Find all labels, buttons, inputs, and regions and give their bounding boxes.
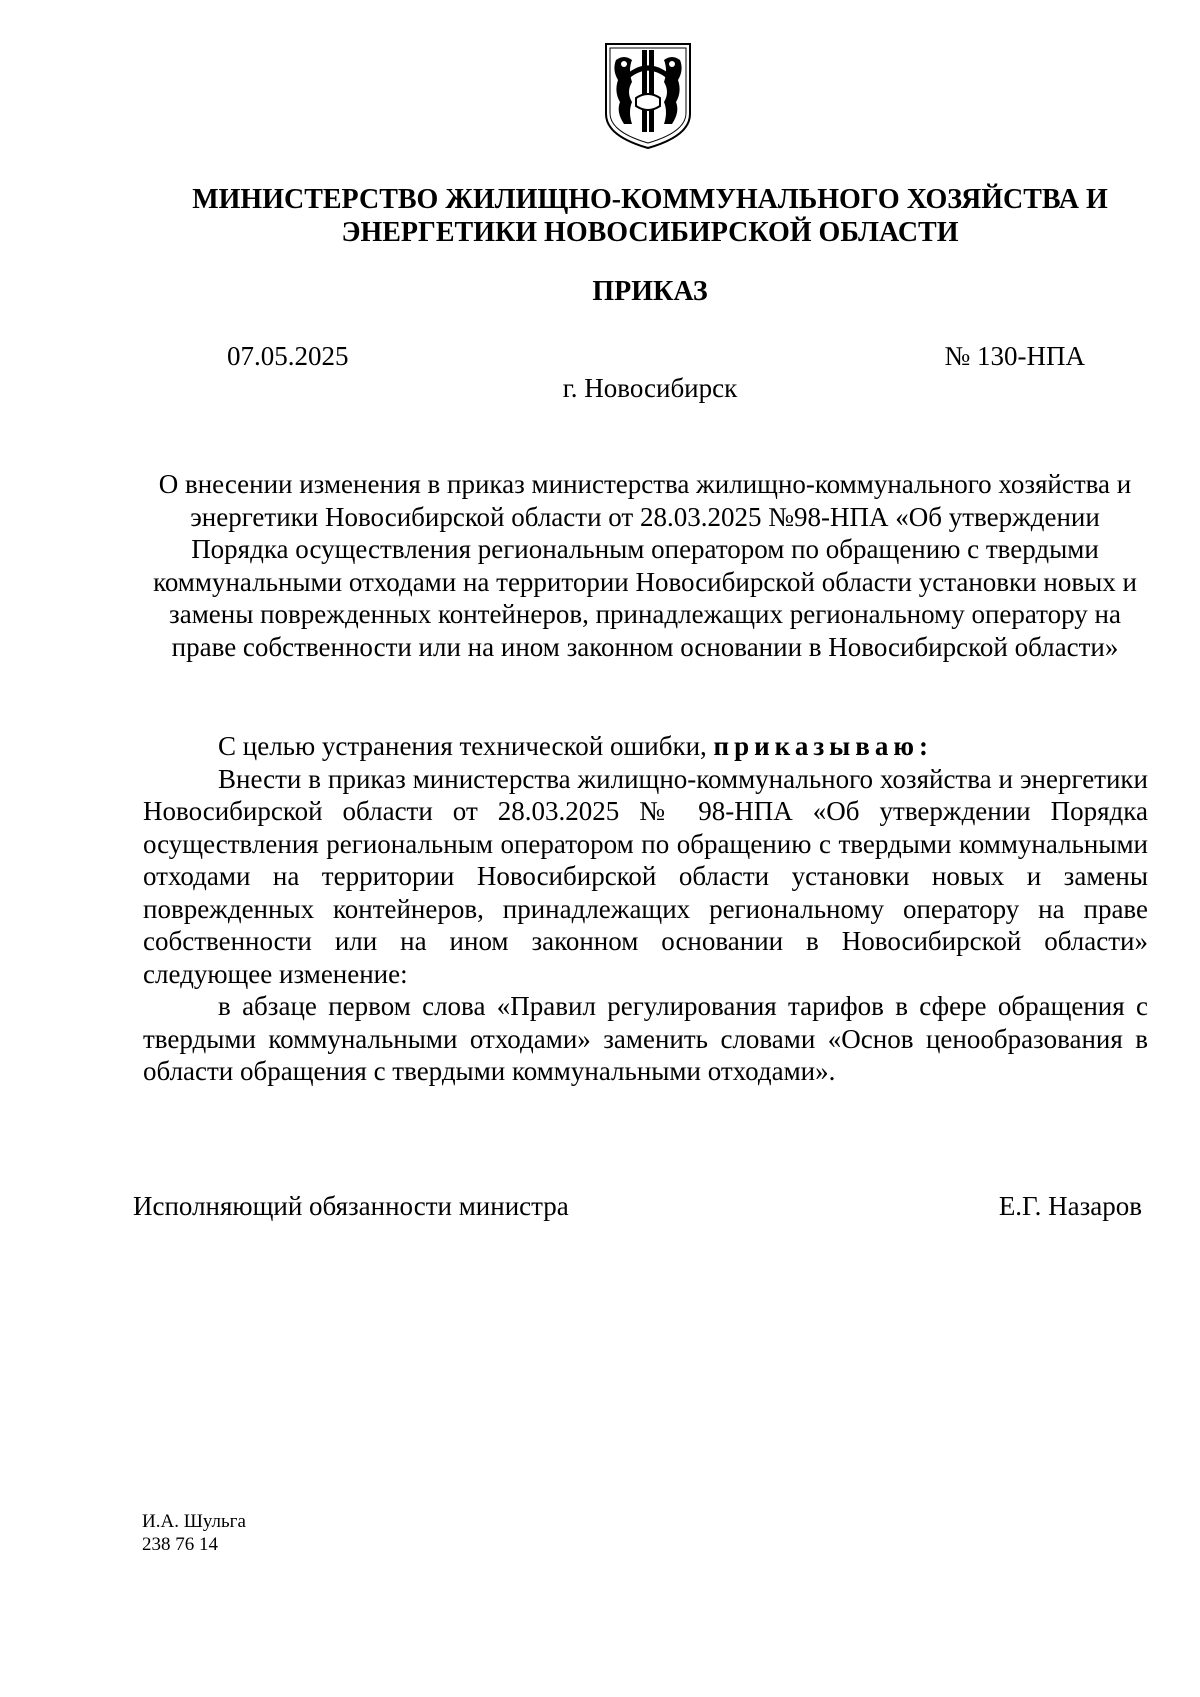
executor-name: И.А. Шульга — [142, 1511, 246, 1532]
coat-of-arms-icon — [602, 40, 694, 150]
document-number: № 130-НПА — [944, 341, 1085, 371]
body-paragraph-2: в абзаце первом слова «Правил регулирования тарифов в сфере обращения с твердыми коммунальными отходами» заменить словами «Основ ценообразования в области обращения с твердыми коммунальными отходами». — [143, 991, 1148, 1086]
document-type: ПРИКАЗ — [592, 276, 708, 307]
body-paragraph-1: Внести в приказ министерства жилищно-коммунального хозяйства и энергетики Новосибирской области от 28.03.2025 № 98-НПА «Об утверждении Порядка осуществления региональным оператором по обращению с твердыми коммунальными отходами на территории Новосибирской области установки новых и замены поврежденных контейнеров, принадлежащих региональному оператору на праве собственности или на ином законном основании в Новосибирской области» следующее изменение: — [143, 763, 1148, 989]
executor-info — [142, 1510, 246, 1556]
executor-phone: 238 76 14 — [142, 1534, 218, 1555]
document-date: 07.05.2025 — [227, 341, 349, 371]
order-word: приказываю: — [713, 731, 933, 761]
ministry-name-line1: МИНИСТЕРСТВО ЖИЛИЩНО-КОММУНАЛЬНОГО ХОЗЯЙСТВА И — [192, 184, 1108, 215]
intro-text: С целью устранения технической ошибки, — [218, 731, 707, 761]
signatory-title: Исполняющий обязанности министра — [133, 1191, 569, 1221]
document-city: г. Новосибирск — [562, 373, 738, 403]
ministry-name — [100, 183, 1200, 249]
document-subject: О внесении изменения в приказ министерства жилищно-коммунального хозяйства и энергетики Новосибирской области от 28.03.2025 №98-НПА «Об утверждении Порядка осуществления региональным оператором по обращению с твердыми коммунальными отходами на территории Новосибирской области установки новых и замены поврежденных контейнеров, принадлежащих региональному оператору на праве собственности или на ином законном основании в Новосибирской области» — [153, 469, 1137, 662]
intro-paragraph — [143, 730, 1148, 763]
signatory-name: Е.Г. Назаров — [998, 1191, 1142, 1221]
document-body — [143, 730, 1148, 1088]
ministry-name-line2: ЭНЕРГЕТИКИ НОВОСИБИРСКОЙ ОБЛАСТИ — [341, 217, 959, 248]
